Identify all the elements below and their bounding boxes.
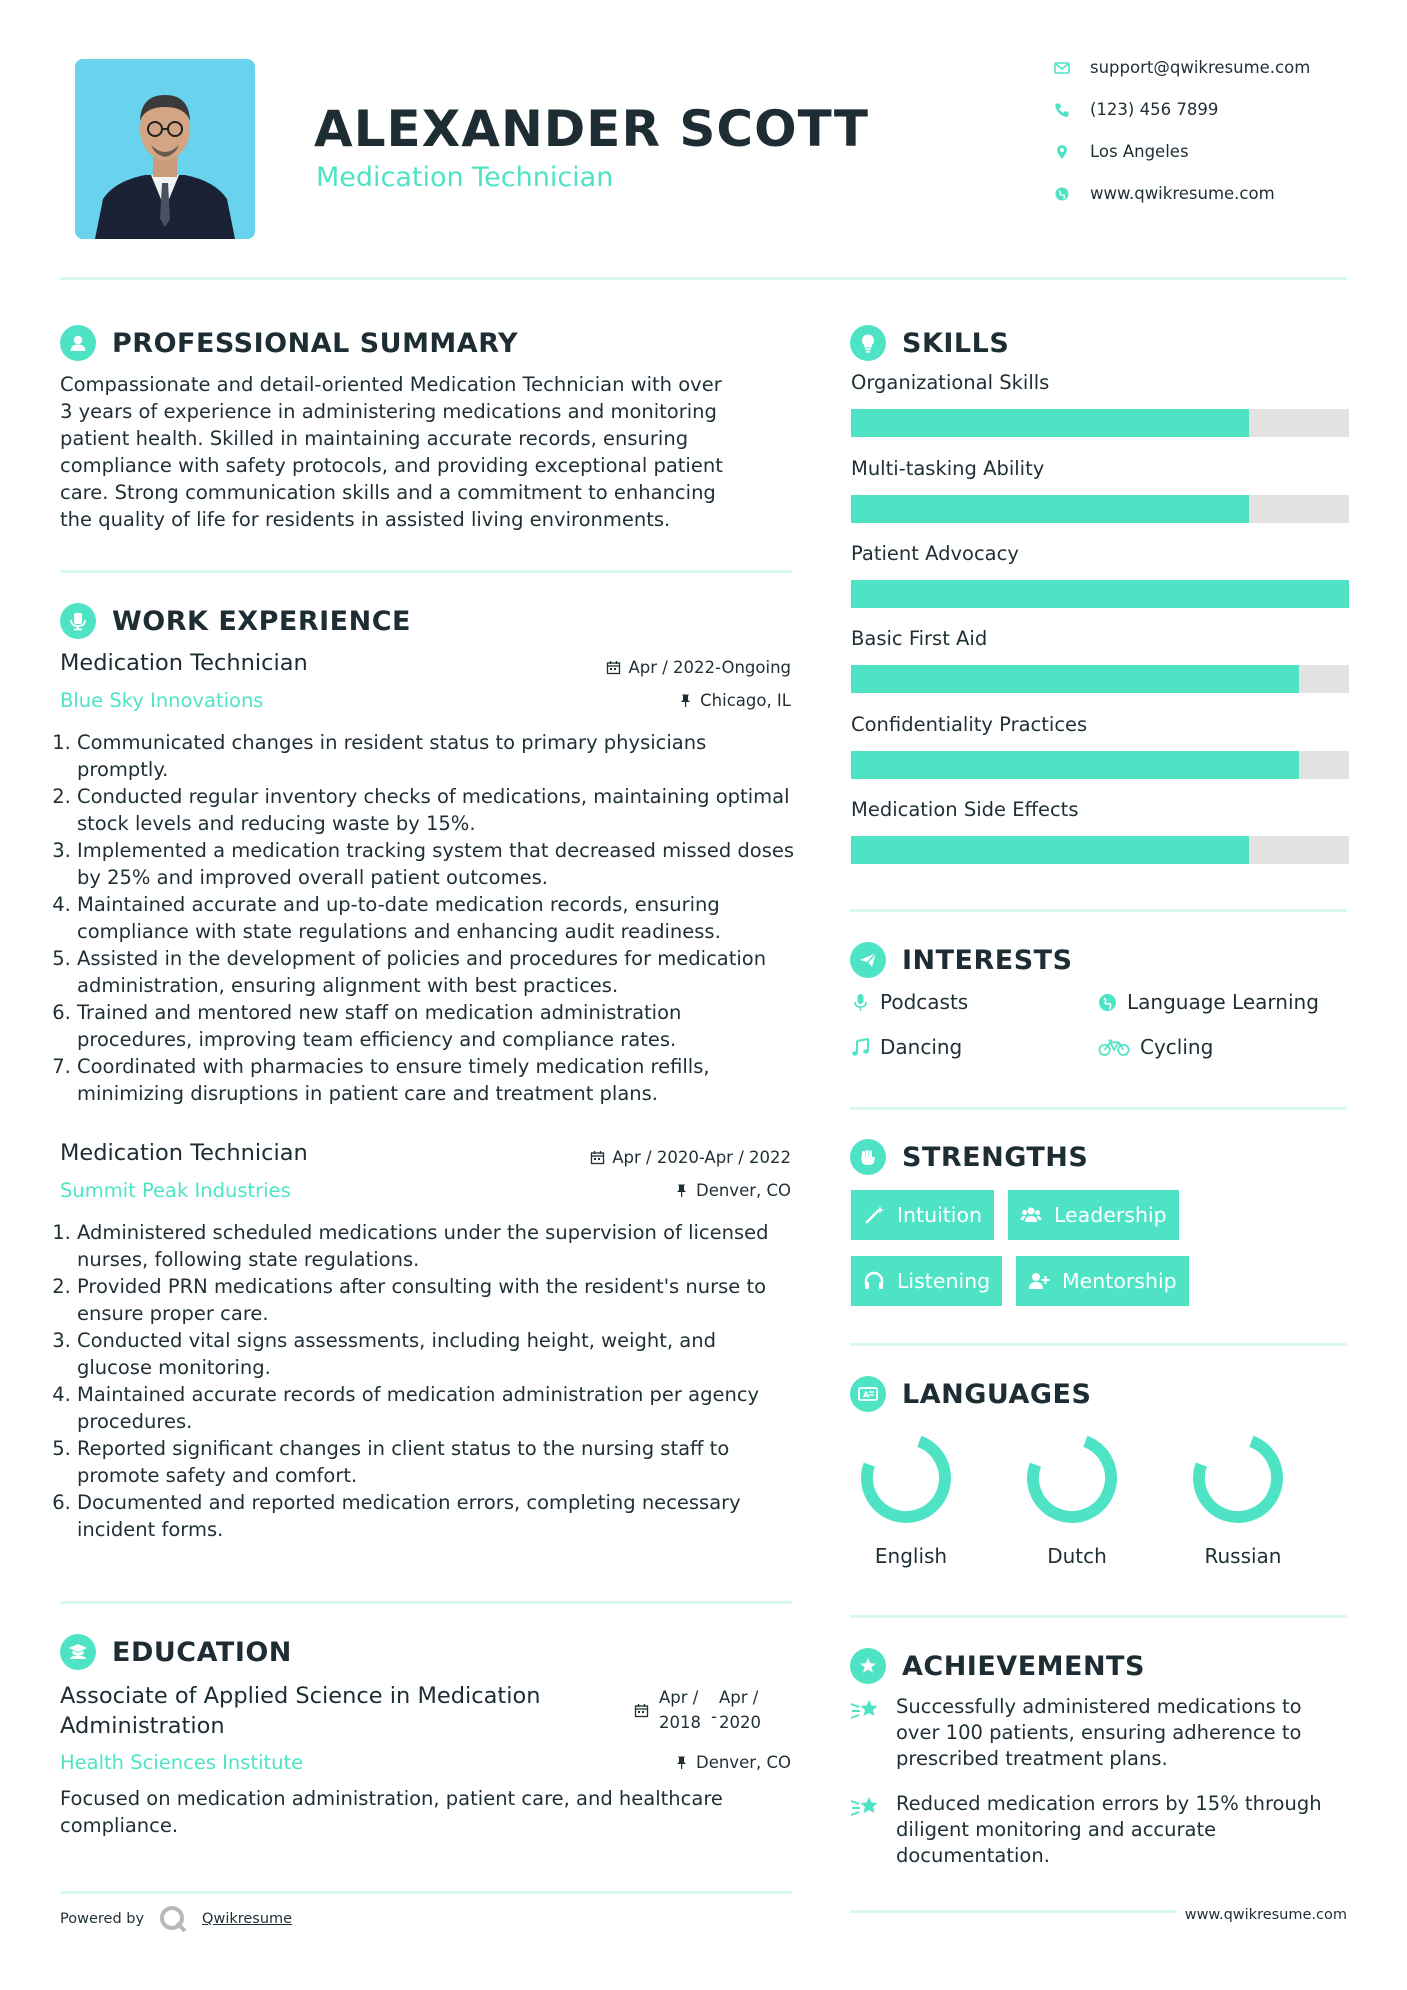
languages-heading-text: LANGUAGES bbox=[902, 1378, 1092, 1410]
skills-heading bbox=[850, 325, 1009, 361]
job-location bbox=[678, 691, 791, 710]
list-item: 3. Implemented a medication tracking system that decreased missed doses by 25% and improved overall patient outcomes. bbox=[77, 837, 797, 891]
users-icon bbox=[1020, 1204, 1042, 1226]
skill-bar-fill bbox=[851, 665, 1299, 693]
pushpin-icon bbox=[674, 1755, 689, 1770]
summary-line: the quality of life for residents in assisted living environments. bbox=[60, 508, 671, 531]
powered-by-text: Powered by bbox=[60, 1911, 145, 1927]
interest-label: Language Learning bbox=[1127, 990, 1319, 1014]
date-dash: - bbox=[711, 1706, 717, 1726]
education-location-text: Denver, CO bbox=[695, 1753, 791, 1772]
languages-heading bbox=[850, 1376, 1091, 1412]
shooting-star-icon bbox=[850, 1696, 882, 1724]
education-location bbox=[674, 1753, 791, 1772]
interest-item bbox=[1098, 990, 1319, 1014]
skill-bar bbox=[851, 580, 1349, 608]
music-note-icon bbox=[851, 1038, 870, 1057]
skill-label: Confidentiality Practices bbox=[851, 713, 1088, 736]
job-dates bbox=[606, 658, 791, 677]
skill-bar-fill bbox=[851, 409, 1249, 437]
interests-heading bbox=[850, 942, 1073, 978]
headphones-icon bbox=[863, 1270, 885, 1292]
list-item: 6. Trained and mentored new staff on medication administration procedures, improving team efficiency and compliance rates. bbox=[77, 999, 797, 1053]
job-title: Medication Technician bbox=[60, 1140, 308, 1166]
language-gauge bbox=[1190, 1430, 1286, 1530]
list-item: 2. Conducted regular inventory checks of medications, maintaining optimal stock levels and reducing waste by 15%. bbox=[77, 783, 797, 837]
lightbulb-icon bbox=[850, 325, 886, 361]
language-label: Dutch bbox=[1047, 1544, 1107, 1568]
degree-line: Administration bbox=[60, 1713, 225, 1739]
list-item: 6. Documented and reported medication errors, completing necessary incident forms. bbox=[77, 1489, 797, 1543]
school-name: Health Sciences Institute bbox=[60, 1751, 304, 1774]
strengths-heading bbox=[850, 1139, 1088, 1175]
start-month: Apr / bbox=[659, 1688, 699, 1707]
strength-tag bbox=[1016, 1256, 1189, 1306]
contact-email-text: support@qwikresume.com bbox=[1090, 58, 1311, 77]
contact-location-text: Los Angeles bbox=[1090, 142, 1189, 161]
globe-icon bbox=[1054, 186, 1070, 202]
skill-bar-fill bbox=[851, 580, 1349, 608]
contact-location bbox=[1054, 142, 1189, 161]
skill-label: Basic First Aid bbox=[851, 627, 988, 650]
pushpin-icon bbox=[678, 693, 693, 708]
candidate-name: ALEXANDER SCOTT bbox=[314, 100, 869, 158]
skill-bar bbox=[851, 751, 1349, 779]
contact-email[interactable] bbox=[1054, 58, 1310, 77]
language-gauge bbox=[1024, 1430, 1120, 1530]
skill-label: Medication Side Effects bbox=[851, 798, 1079, 821]
education-heading-text: EDUCATION bbox=[112, 1636, 292, 1668]
section-divider bbox=[60, 1601, 792, 1604]
star-badge-icon bbox=[850, 1648, 886, 1684]
summary-line: Compassionate and detail-oriented Medication Technician with over bbox=[60, 373, 722, 396]
skill-label: Patient Advocacy bbox=[851, 542, 1019, 565]
calendar-icon bbox=[590, 1150, 605, 1165]
header-divider bbox=[60, 277, 1347, 280]
footer-website[interactable]: www.qwikresume.com bbox=[1177, 1907, 1347, 1923]
language-ring bbox=[1024, 1430, 1120, 1526]
contact-website-text: www.qwikresume.com bbox=[1090, 184, 1275, 203]
job-dates bbox=[590, 1148, 791, 1167]
skill-label: Organizational Skills bbox=[851, 371, 1050, 394]
interest-item bbox=[851, 990, 968, 1014]
map-pin-icon bbox=[1054, 144, 1070, 160]
skill-label: Multi-tasking Ability bbox=[851, 457, 1045, 480]
graduate-icon bbox=[60, 1634, 96, 1670]
summary-line: care. Strong communication skills and a commitment to enhancing bbox=[60, 481, 716, 504]
job-location-text: Chicago, IL bbox=[700, 691, 791, 710]
strength-label: Leadership bbox=[1054, 1203, 1167, 1227]
achievement-line: Successfully administered medications to bbox=[896, 1695, 1302, 1718]
job-title: Medication Technician bbox=[60, 650, 308, 676]
contact-website[interactable] bbox=[1054, 184, 1275, 203]
skill-bar bbox=[851, 409, 1349, 437]
globe-icon bbox=[1098, 993, 1117, 1012]
interest-item bbox=[1098, 1035, 1213, 1059]
calendar-icon bbox=[634, 1703, 649, 1718]
candidate-title: Medication Technician bbox=[316, 162, 614, 193]
list-item: 5. Reported significant changes in client status to the nursing staff to promote safety and comfort. bbox=[77, 1435, 797, 1489]
magic-wand-icon bbox=[863, 1204, 885, 1226]
summary-line: compliance with safety protocols, and providing exceptional patient bbox=[60, 454, 723, 477]
contact-phone[interactable] bbox=[1054, 100, 1218, 119]
skill-bar bbox=[851, 665, 1349, 693]
fist-icon bbox=[850, 1139, 886, 1175]
degree-title bbox=[60, 1681, 620, 1741]
section-divider bbox=[850, 1615, 1347, 1618]
achievement-item bbox=[850, 1791, 1350, 1869]
section-divider bbox=[850, 1343, 1347, 1346]
interest-item bbox=[851, 1035, 962, 1059]
education-start bbox=[659, 1685, 701, 1735]
job-location bbox=[674, 1181, 791, 1200]
education-end bbox=[719, 1685, 761, 1735]
strength-label: Mentorship bbox=[1062, 1269, 1177, 1293]
job-location-text: Denver, CO bbox=[695, 1181, 791, 1200]
pushpin-icon bbox=[674, 1183, 689, 1198]
language-label: Russian bbox=[1204, 1544, 1282, 1568]
list-item: 2. Provided PRN medications after consulting with the resident's nurse to ensure proper care. bbox=[77, 1273, 797, 1327]
interest-label: Cycling bbox=[1140, 1035, 1214, 1059]
svg-text:A: A bbox=[863, 1390, 870, 1400]
qwikresume-logo-icon bbox=[158, 1904, 188, 1934]
skill-bar bbox=[851, 836, 1349, 864]
language-ring bbox=[858, 1430, 954, 1526]
achievement-line: documentation. bbox=[896, 1844, 1050, 1867]
strength-tag bbox=[851, 1256, 1002, 1306]
achievement-line: Reduced medication errors by 15% through bbox=[896, 1792, 1322, 1815]
user-plus-icon bbox=[1028, 1270, 1050, 1292]
language-ring bbox=[1190, 1430, 1286, 1526]
achievement-line: prescribed treatment plans. bbox=[896, 1747, 1168, 1770]
strength-label: Listening bbox=[897, 1269, 991, 1293]
skill-bar-fill bbox=[851, 495, 1249, 523]
bicycle-icon bbox=[1098, 1038, 1130, 1057]
skill-bar bbox=[851, 495, 1349, 523]
list-item: 4. Maintained accurate records of medication administration per agency procedures. bbox=[77, 1381, 797, 1435]
profile-photo bbox=[75, 59, 255, 239]
interest-label: Dancing bbox=[880, 1035, 963, 1059]
skill-bar-fill bbox=[851, 836, 1249, 864]
section-divider bbox=[60, 570, 792, 573]
job-dates-text: Apr / 2020-Apr / 2022 bbox=[612, 1148, 791, 1167]
shooting-star-icon bbox=[850, 1793, 882, 1821]
end-month: Apr / bbox=[718, 1688, 759, 1707]
user-icon bbox=[60, 325, 96, 361]
briefcase-icon bbox=[60, 603, 96, 639]
end-year: 2020 bbox=[718, 1713, 761, 1732]
section-divider bbox=[850, 1107, 1347, 1110]
language-icon bbox=[850, 1376, 886, 1412]
summary-text bbox=[60, 371, 800, 533]
education-dates bbox=[634, 1685, 761, 1735]
list-item: 5. Assisted in the development of policies and procedures for medication administration, ensuring alignment with best practices. bbox=[77, 945, 797, 999]
contact-phone-text: (123) 456 7899 bbox=[1090, 100, 1219, 119]
job-duties bbox=[57, 1219, 797, 1543]
brand-link[interactable]: Qwikresume bbox=[202, 1911, 293, 1927]
education-description bbox=[60, 1785, 800, 1839]
summary-heading-text: PROFESSIONAL SUMMARY bbox=[112, 327, 519, 359]
language-label: English bbox=[874, 1544, 948, 1568]
summary-heading bbox=[60, 325, 518, 361]
list-item: 4. Maintained accurate and up-to-date medication records, ensuring compliance with state regulations and enhancing audit readiness. bbox=[77, 891, 797, 945]
calendar-icon bbox=[606, 660, 621, 675]
job-company: Summit Peak Industries bbox=[60, 1179, 291, 1202]
achievement-line: diligent monitoring and accurate bbox=[896, 1818, 1217, 1841]
achievements-heading bbox=[850, 1648, 1145, 1684]
degree-line: Associate of Applied Science in Medication bbox=[60, 1683, 541, 1709]
job-duties bbox=[57, 729, 797, 1107]
start-year: 2018 bbox=[659, 1713, 701, 1732]
powered-by bbox=[60, 1904, 292, 1934]
list-item: 1. Administered scheduled medications under the supervision of licensed nurses, following state regulations. bbox=[77, 1219, 797, 1273]
paper-plane-icon bbox=[850, 942, 886, 978]
strength-tag bbox=[1008, 1190, 1179, 1240]
skills-heading-text: SKILLS bbox=[902, 327, 1010, 359]
interest-label: Podcasts bbox=[880, 990, 969, 1014]
job-dates-text: Apr / 2022-Ongoing bbox=[628, 658, 791, 677]
strengths-heading-text: STRENGTHS bbox=[902, 1141, 1089, 1173]
achievement-item bbox=[850, 1694, 1350, 1772]
job-company: Blue Sky Innovations bbox=[60, 689, 264, 712]
list-item: 7. Coordinated with pharmacies to ensure timely medication refills, minimizing disruptions in patient care and treatment plans. bbox=[77, 1053, 797, 1107]
section-divider bbox=[850, 909, 1347, 912]
strength-tag bbox=[851, 1190, 994, 1240]
interests-heading-text: INTERESTS bbox=[902, 944, 1073, 976]
achievement-line: over 100 patients, ensuring adherence to bbox=[896, 1721, 1302, 1744]
education-line: Focused on medication administration, patient care, and healthcare bbox=[60, 1787, 723, 1810]
skill-bar-fill bbox=[851, 751, 1299, 779]
experience-heading-text: WORK EXPERIENCE bbox=[112, 605, 411, 637]
phone-icon bbox=[1054, 102, 1070, 118]
microphone-icon bbox=[851, 993, 870, 1012]
education-heading bbox=[60, 1634, 292, 1670]
language-gauge bbox=[858, 1430, 954, 1530]
list-item: 3. Conducted vital signs assessments, including height, weight, and glucose monitoring. bbox=[77, 1327, 797, 1381]
envelope-icon bbox=[1054, 60, 1070, 76]
experience-heading bbox=[60, 603, 411, 639]
education-line: compliance. bbox=[60, 1814, 179, 1837]
footer-divider bbox=[60, 1891, 792, 1894]
strength-label: Intuition bbox=[897, 1203, 983, 1227]
list-item: 1. Communicated changes in resident status to primary physicians promptly. bbox=[77, 729, 797, 783]
summary-line: patient health. Skilled in maintaining accurate records, ensuring bbox=[60, 427, 689, 450]
achievements-heading-text: ACHIEVEMENTS bbox=[902, 1650, 1145, 1682]
summary-line: 3 years of experience in administering medications and monitoring bbox=[60, 400, 717, 423]
